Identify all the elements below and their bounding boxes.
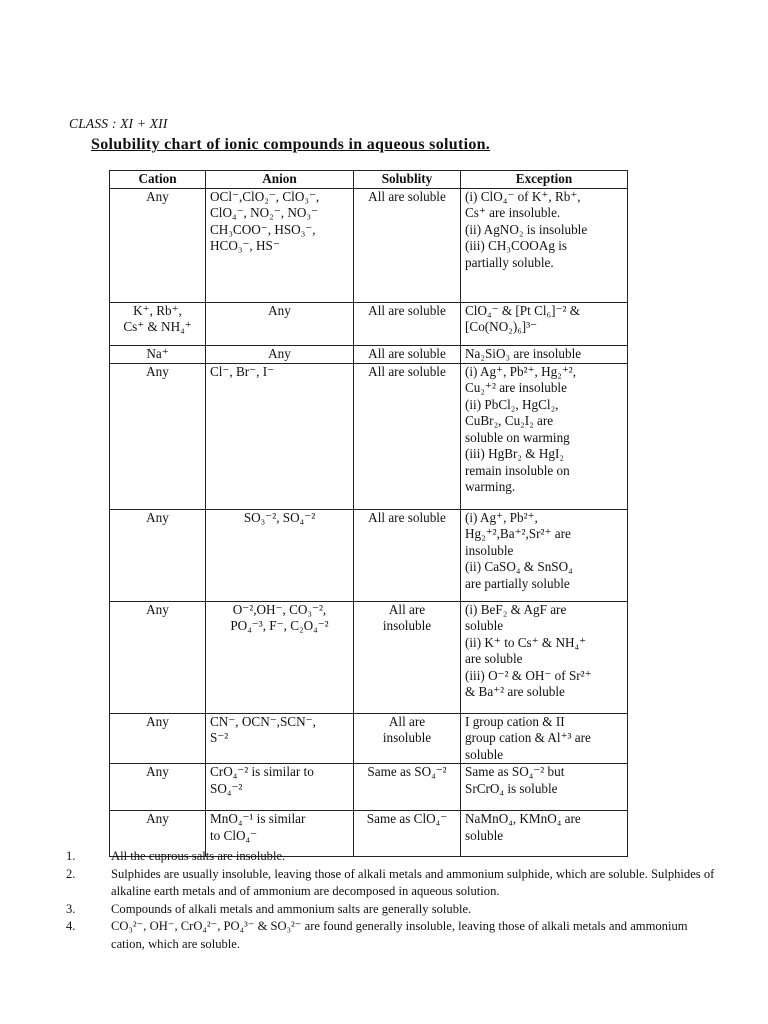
anion-cell-line: CN⁻, OCN⁻,SCN⁻, bbox=[210, 713, 316, 729]
note-text: Sulphides are usually insoluble, leaving those of alkali metals and ammonium sulphide, which are soluble. Sulphides of alkaline earth metals and of ammonium are decomposed in aqueous solution. bbox=[111, 866, 715, 898]
exception-cell-line: [Co(NO₂)₆]³⁻ bbox=[465, 319, 538, 334]
exception-cell bbox=[461, 713, 628, 764]
exception-cell-line: Na₂SiO₃ are insoluble bbox=[465, 345, 582, 361]
anion-cell-line: OCl⁻,ClO₂⁻, ClO₃⁻, bbox=[210, 188, 320, 204]
note-item bbox=[66, 918, 716, 953]
page-title: Solubility chart of ionic compounds in aqueous solution. bbox=[91, 136, 491, 153]
solubility-cell-line: All are bbox=[388, 713, 426, 729]
table-row bbox=[110, 363, 628, 509]
exception-cell-line: are partially soluble bbox=[465, 575, 570, 591]
solubility-cell bbox=[354, 764, 461, 811]
exception-cell bbox=[461, 188, 628, 302]
anion-cell-line: Cl⁻, Br⁻, I⁻ bbox=[210, 363, 275, 379]
notes-list bbox=[66, 848, 716, 953]
table-row bbox=[110, 601, 628, 713]
anion-cell bbox=[206, 302, 354, 345]
anion-cell-line: to ClO₄⁻ bbox=[210, 827, 258, 843]
anion-cell bbox=[206, 509, 354, 601]
exception-cell-line: partially soluble. bbox=[465, 254, 554, 270]
cation-cell-line: Any bbox=[146, 363, 169, 379]
exception-cell bbox=[461, 345, 628, 363]
cation-cell bbox=[110, 188, 206, 302]
solubility-cell-line: All are soluble bbox=[368, 345, 446, 361]
solubility-cell bbox=[354, 713, 461, 764]
note-text: All the cuprous salts are insoluble. bbox=[111, 849, 286, 863]
header-exception: Exception bbox=[461, 171, 628, 189]
exception-cell bbox=[461, 764, 628, 811]
note-text: Compounds of alkali metals and ammonium salts are generally soluble. bbox=[111, 901, 472, 916]
cation-cell bbox=[110, 713, 206, 764]
exception-cell-line: (ii) K⁺ to Cs⁺ & NH₄⁺ bbox=[465, 634, 587, 650]
exception-cell-line: (iii) CH₃COOAg is bbox=[465, 238, 568, 253]
exception-cell bbox=[461, 302, 628, 345]
cation-cell bbox=[110, 302, 206, 345]
exception-cell-line: CuBr₂, Cu₂I₂ are bbox=[465, 413, 554, 428]
exception-cell-line: SrCrO₄ is soluble bbox=[465, 780, 558, 796]
table-row bbox=[110, 345, 628, 363]
exception-cell-line: (iii) HgBr₂ & HgI₂ bbox=[465, 446, 564, 461]
note-item bbox=[66, 901, 716, 919]
anion-cell-line: HCO₃⁻, HS⁻ bbox=[210, 238, 280, 253]
solubility-cell-line: All are soluble bbox=[368, 188, 446, 204]
cation-cell-line: Any bbox=[146, 188, 169, 204]
solubility-cell-line: All are bbox=[388, 601, 426, 617]
anion-cell-line: CrO₄⁻² is similar to bbox=[210, 764, 314, 779]
anion-cell-line: ClO₄⁻, NO₂⁻, NO₃⁻ bbox=[210, 205, 318, 220]
header-cation: Cation bbox=[110, 171, 206, 189]
anion-cell-line: CH₃COO⁻, HSO₃⁻, bbox=[210, 221, 316, 237]
exception-cell-line: ClO₄⁻ & [Pt Cl₆]⁻² & bbox=[465, 302, 580, 318]
note-number: 1. bbox=[66, 849, 76, 863]
anion-cell bbox=[206, 188, 354, 302]
cation-cell-line: Na⁺ bbox=[146, 345, 169, 361]
table-row bbox=[110, 302, 628, 345]
note-number: 2. bbox=[66, 866, 76, 881]
solubility-cell bbox=[354, 509, 461, 601]
solubility-cell bbox=[354, 302, 461, 345]
solubility-cell-line: Same as SO₄⁻² bbox=[367, 764, 447, 779]
table-row bbox=[110, 188, 628, 302]
solubility-table bbox=[109, 170, 628, 857]
note-item bbox=[66, 848, 716, 866]
exception-cell-line: (ii) PbCl₂, HgCl₂, bbox=[465, 396, 559, 412]
header-anion: Anion bbox=[206, 171, 354, 189]
cation-cell-line: Any bbox=[146, 764, 169, 779]
note-number: 3. bbox=[66, 901, 76, 916]
exception-cell bbox=[461, 601, 628, 713]
exception-cell-line: (i) BeF₂ & AgF are bbox=[465, 601, 567, 617]
solubility-cell-line: All are soluble bbox=[368, 302, 446, 318]
anion-cell-line: S⁻² bbox=[210, 730, 229, 745]
exception-cell-line: Cs⁺ are insoluble. bbox=[465, 205, 561, 220]
solubility-cell-line: insoluble bbox=[382, 618, 432, 633]
exception-cell-line: Hg₂⁺²,Ba⁺²,Sr²⁺ are bbox=[465, 526, 571, 541]
solubility-cell bbox=[354, 188, 461, 302]
cation-cell-line: Any bbox=[146, 509, 169, 525]
anion-cell-line: Any bbox=[268, 302, 291, 318]
exception-cell-line: soluble on warming bbox=[465, 429, 570, 445]
table-row bbox=[110, 764, 628, 811]
solubility-cell-line: insoluble bbox=[382, 730, 432, 745]
solubility-cell-line: All are soluble bbox=[368, 509, 446, 525]
exception-cell-line: insoluble bbox=[465, 542, 514, 558]
class-label: CLASS : XI + XII bbox=[69, 116, 168, 131]
cation-cell bbox=[110, 345, 206, 363]
note-text: CO₃²⁻, OH⁻, CrO₄²⁻, PO₄³⁻ & SO₃²⁻ are found generally insoluble, leaving those of alkali metals and ammonium cation, which are soluble. bbox=[111, 919, 688, 951]
table-header-row bbox=[110, 171, 628, 189]
anion-cell bbox=[206, 601, 354, 713]
exception-cell-line: warming. bbox=[465, 479, 516, 494]
header-solubility: Solublity bbox=[354, 171, 461, 189]
cation-cell bbox=[110, 601, 206, 713]
exception-cell-line: (ii) CaSO₄ & SnSO₄ bbox=[465, 559, 573, 574]
exception-cell-line: remain insoluble on bbox=[465, 462, 570, 478]
exception-cell-line: (iii) O⁻² & OH⁻ of Sr²⁺ bbox=[465, 667, 592, 683]
anion-cell bbox=[206, 764, 354, 811]
exception-cell-line: soluble bbox=[465, 746, 504, 762]
anion-cell-line: Any bbox=[268, 345, 291, 361]
solubility-cell-line: All are soluble bbox=[368, 363, 446, 379]
cation-cell bbox=[110, 363, 206, 509]
note-number: 4. bbox=[66, 919, 76, 933]
exception-cell-line: Cu₂⁺² are insoluble bbox=[465, 380, 567, 395]
solubility-cell bbox=[354, 345, 461, 363]
anion-cell bbox=[206, 345, 354, 363]
exception-cell-line: & Ba⁺² are soluble bbox=[465, 684, 565, 699]
anion-cell-line: O⁻²,OH⁻, CO₃⁻², bbox=[232, 601, 327, 617]
exception-cell-line: I group cation & II bbox=[465, 713, 565, 729]
exception-cell bbox=[461, 509, 628, 601]
exception-cell bbox=[461, 363, 628, 509]
cation-cell-line: K⁺, Rb⁺, bbox=[133, 302, 182, 318]
table-row bbox=[110, 509, 628, 601]
exception-cell-line: (ii) AgNO₂ is insoluble bbox=[465, 221, 588, 237]
exception-cell-line: soluble bbox=[465, 618, 504, 633]
solubility-cell bbox=[354, 601, 461, 713]
exception-cell-line: soluble bbox=[465, 827, 504, 843]
anion-cell-line: SO₄⁻² bbox=[210, 780, 243, 796]
anion-cell-line: MnO₄⁻¹ is similar bbox=[210, 811, 306, 826]
exception-cell-line: (i) ClO₄⁻ of K⁺, Rb⁺, bbox=[465, 188, 581, 204]
cation-cell-line: Any bbox=[146, 601, 169, 617]
anion-cell bbox=[206, 713, 354, 764]
exception-cell-line: (i) Ag⁺, Pb²⁺, Hg₂⁺², bbox=[465, 363, 577, 379]
anion-cell-line: PO₄⁻³, F⁻, C₂O₄⁻² bbox=[230, 618, 329, 633]
anion-cell-line: SO₃⁻², SO₄⁻² bbox=[243, 509, 316, 525]
exception-cell-line: group cation & Al⁺³ are bbox=[465, 730, 591, 745]
exception-cell-line: NaMnO₄, KMnO₄ are bbox=[465, 811, 581, 826]
solubility-cell bbox=[354, 363, 461, 509]
cation-cell-line: Cs⁺ & NH₄⁺ bbox=[123, 319, 192, 334]
anion-cell bbox=[206, 363, 354, 509]
cation-cell bbox=[110, 509, 206, 601]
cation-cell-line: Any bbox=[146, 713, 169, 729]
note-item bbox=[66, 866, 716, 901]
exception-cell-line: are soluble bbox=[465, 651, 523, 666]
solubility-cell-line: Same as ClO₄⁻ bbox=[366, 811, 448, 826]
exception-cell-line: Same as SO₄⁻² but bbox=[465, 764, 565, 779]
cation-cell-line: Any bbox=[146, 811, 169, 826]
cation-cell bbox=[110, 764, 206, 811]
table-row bbox=[110, 713, 628, 764]
exception-cell-line: (i) Ag⁺, Pb²⁺, bbox=[465, 509, 538, 525]
